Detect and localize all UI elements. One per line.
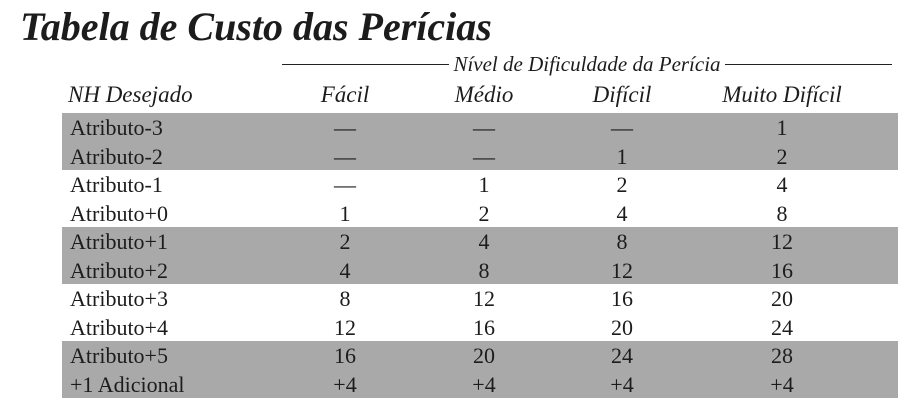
column-header-nh: NH Desejado (68, 82, 193, 107)
row-facil-cell: 1 (339, 200, 351, 226)
row-nh-cell: Atributo+1 (70, 229, 168, 254)
row-muito-dificil-cell: 2 (776, 143, 788, 169)
row-medio-cell: 20 (473, 343, 495, 368)
table-row (62, 170, 898, 199)
row-nh-cell: Atributo+0 (70, 200, 168, 226)
row-medio-cell: 4 (478, 229, 490, 254)
row-muito-dificil-cell: 16 (771, 257, 793, 283)
table-row (62, 313, 898, 342)
row-facil-cell: — (334, 115, 356, 140)
row-dificil-cell: 24 (611, 343, 633, 368)
row-nh-cell: Atributo+2 (70, 257, 168, 283)
row-medio-cell: 1 (478, 172, 490, 197)
column-header-medio: Médio (454, 82, 514, 107)
table-row (62, 370, 898, 399)
row-medio-cell: — (473, 143, 495, 169)
difficulty-group-label: Nível de Dificuldade da Perícia (453, 51, 721, 76)
table-row (62, 284, 898, 313)
table-row (62, 341, 898, 370)
column-headers (0, 78, 910, 112)
row-facil-cell: 4 (339, 257, 351, 283)
row-facil-cell: 8 (339, 286, 351, 311)
table-row (62, 256, 898, 285)
row-muito-dificil-cell: 24 (771, 314, 793, 340)
row-dificil-cell: +4 (610, 371, 634, 397)
row-nh-cell: +1 Adicional (70, 371, 185, 397)
header-rule-left (282, 64, 449, 65)
row-medio-cell: 12 (473, 286, 495, 311)
page-title: Tabela de Custo das Perícias (20, 4, 492, 49)
row-nh-cell: Atributo-3 (70, 115, 163, 140)
row-medio-cell: 16 (473, 314, 495, 340)
row-dificil-cell: — (611, 115, 633, 140)
table-row (62, 227, 898, 256)
header-rule-right (725, 64, 892, 65)
row-dificil-cell: 12 (611, 257, 633, 283)
table-row (62, 199, 898, 228)
row-facil-cell: — (334, 172, 356, 197)
row-medio-cell: 2 (478, 200, 490, 226)
difficulty-group-header (282, 51, 892, 77)
row-muito-dificil-cell: +4 (770, 371, 794, 397)
column-header-dificil: Difícil (592, 82, 652, 107)
row-medio-cell: 8 (478, 257, 490, 283)
row-muito-dificil-cell: 8 (776, 200, 788, 226)
row-medio-cell: — (473, 115, 495, 140)
row-dificil-cell: 1 (616, 143, 628, 169)
row-dificil-cell: 2 (616, 172, 628, 197)
row-facil-cell: 2 (339, 229, 351, 254)
table-row (62, 113, 898, 142)
row-facil-cell: 16 (334, 343, 356, 368)
row-dificil-cell: 8 (616, 229, 628, 254)
table-row (62, 142, 898, 171)
column-header-facil: Fácil (320, 82, 370, 107)
row-facil-cell: 12 (334, 314, 356, 340)
row-dificil-cell: 20 (611, 314, 633, 340)
row-muito-dificil-cell: 20 (771, 286, 793, 311)
row-nh-cell: Atributo-1 (70, 172, 163, 197)
row-dificil-cell: 4 (616, 200, 628, 226)
row-muito-dificil-cell: 1 (776, 115, 788, 140)
row-facil-cell: — (334, 143, 356, 169)
row-muito-dificil-cell: 12 (771, 229, 793, 254)
column-header-muito-dificil: Muito Difícil (722, 82, 842, 107)
row-nh-cell: Atributo+3 (70, 286, 168, 311)
row-facil-cell: +4 (333, 371, 357, 397)
row-nh-cell: Atributo+5 (70, 343, 168, 368)
row-muito-dificil-cell: 4 (776, 172, 788, 197)
row-medio-cell: +4 (472, 371, 496, 397)
row-nh-cell: Atributo-2 (70, 143, 163, 169)
row-dificil-cell: 16 (611, 286, 633, 311)
cost-table-body (62, 113, 898, 398)
row-nh-cell: Atributo+4 (70, 314, 168, 340)
row-muito-dificil-cell: 28 (771, 343, 793, 368)
